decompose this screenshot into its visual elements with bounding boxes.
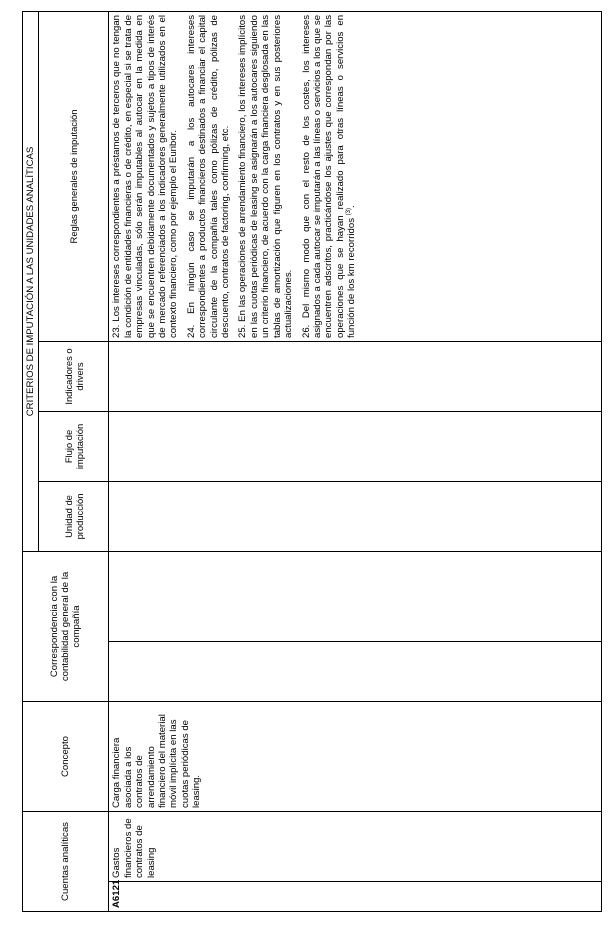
rule-23: 23. Los intereses correspondientes a préstamos de terceros que no tengan la condición de entidades financieras o de crédito, en especial si se trata de empresas vinculadas, sólo serán imputables al autocar en la medida en que se encuentren debidamente documentados y sujetos a tipos de interés de mercado referenciados a los indicadores generalmente utilizados en el contexto financiero, como por ejemplo el Euribor.: [111, 14, 180, 338]
account-name: Gastos financieros de contratos de leasing: [109, 812, 602, 882]
header-indicadores: Indicadores o drivers: [39, 341, 109, 411]
rotated-table-sheet: [22, 12, 602, 912]
unidad-cell: [109, 481, 602, 551]
rule-24: 24. En ningún caso se imputarán a los autocares intereses correspondientes a productos financieros destinados a financiar el capital circulante de la compañía tales como pólizas de crédito, pólizas de descuento, contratos de factoring, confirming, etc.: [185, 14, 232, 338]
header-cuentas: Cuentas analíticas: [23, 812, 109, 912]
header-flujo: Flujo de imputación: [39, 411, 109, 481]
rules-cell: [109, 11, 602, 341]
header-criterios: CRITERIOS DE IMPUTACIÓN A LAS UNIDADES ANALÍTICAS: [23, 11, 39, 551]
correspondencia-cell-b: [109, 551, 602, 641]
header-concepto: Concepto: [23, 702, 109, 812]
rule-26-text: 26. Del mismo modo que con el resto de los costes, los intereses asignados a cada autocar se imputarán a las líneas o servicios a los que se encuentren adscritos, practicándose los ajustes que correspondan por las operaciones que se hayan realizado para otras líneas o servicios en función de los km recorridos: [300, 14, 358, 338]
header-correspondencia: Correspondencia con la contabilidad general de la compañía: [23, 551, 109, 701]
indicadores-cell: [109, 341, 602, 411]
header-unidad: Unidad de producción: [39, 481, 109, 551]
table-row: [109, 11, 602, 911]
imputation-criteria-table: [22, 11, 602, 912]
concept-text: Carga financiera asociada a los contratos de arrendamiento financiero del material móvil implícita en las cuotas periódicas de leasing.: [109, 702, 602, 812]
rule-25: 25. En las operaciones de arrendamiento financiero, los intereses implícitos en las cuotas periódicas de leasing se asignarán a los autocares siguiendo un criterio financiero, de acuerdo con la carga financiera desglosada en las tablas de amortización que figuren en los contratos y en sus posteriores actualizaciones.: [237, 14, 295, 338]
correspondencia-cell-a: [109, 642, 602, 702]
header-reglas: Reglas generales de imputación: [39, 11, 109, 341]
account-code: A6121: [109, 882, 602, 912]
rule-26-end: .: [346, 205, 358, 208]
rule-26: [301, 15, 358, 338]
footnote-ref: (3): [345, 207, 352, 216]
flujo-cell: [109, 411, 602, 481]
